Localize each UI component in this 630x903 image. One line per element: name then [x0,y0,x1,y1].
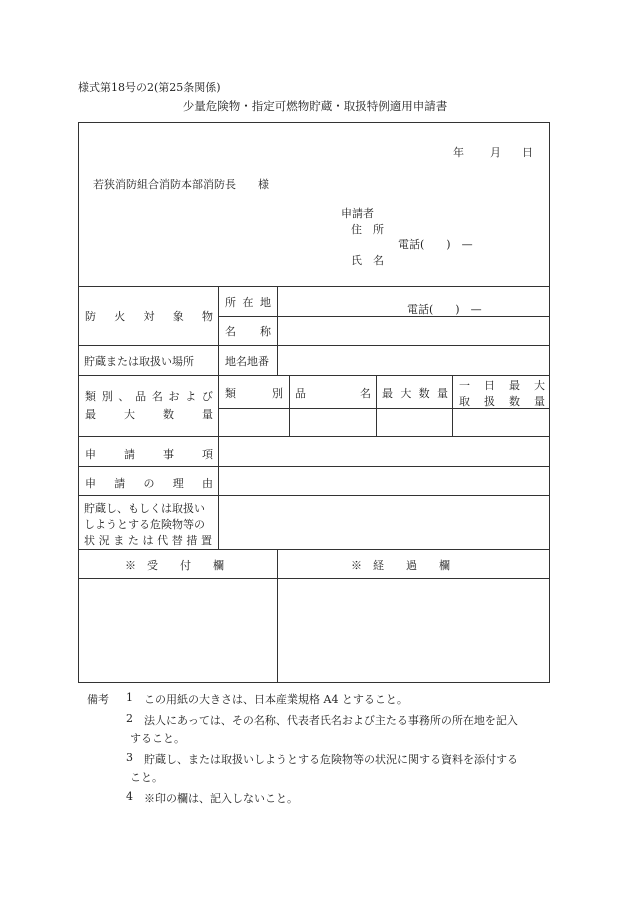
date-year: 年 [453,146,464,159]
category-label-line1: 類 別 、 品 名 お よ び [85,390,213,403]
divider-reason [79,495,549,496]
max-quantity-column-header: 最 大 数 量 [382,387,448,400]
status-label-line1: 貯蔵し、もしくは取扱い [84,502,205,515]
note-4-number: 4 [126,790,133,803]
product-column-header: 品 名 [295,387,371,400]
note-1-number: 1 [126,691,133,704]
daily-max-header-line1: 一 日 最 大 [459,379,545,392]
reception-column-label: ※ 受 付 欄 [125,559,224,572]
application-matters-label: 申 請 事 項 [85,448,213,461]
date-day: 日 [522,146,533,159]
note-3-text: 貯蔵し、または取扱いしようとする危険物等の状況に関する資料を添付する [144,753,518,766]
form-number: 様式第18号の2(第25条関係) [78,81,221,94]
status-label-line3: 状 況 ま た は 代 替 措 置 [84,534,212,547]
applicant-label: 申請者 [341,207,374,220]
divider-fire-target [79,345,549,346]
daily-max-header-line2: 取 扱 数 量 [459,395,545,408]
addressee: 若狭消防組合消防本部消防長 様 [93,178,269,191]
note-4-text: ※印の欄は、記入しないこと。 [144,792,298,805]
divider-status [79,549,549,550]
lot-number-label: 地名地番 [225,355,269,368]
category-column-header: 類 別 [225,387,283,400]
application-reason-label: 申 請 の 理 由 [85,477,213,490]
note-1-text: この用紙の大きさは、日本産業規格 A4 とすること。 [144,693,408,706]
location-phone-label: 電話( ) — [407,303,482,316]
note-3-number: 3 [126,751,133,764]
divider-matters [79,466,549,467]
facility-name-label: 名 称 [225,325,271,338]
col-divider-sublabel [277,286,278,375]
divider-category [79,436,549,437]
col-divider-category [289,375,290,436]
note-3-continuation: こと。 [130,771,163,784]
progress-column-label: ※ 経 過 欄 [351,559,450,572]
applicant-name-label: 氏 名 [351,254,384,267]
col-divider-main [218,286,219,549]
divider-reception-header [79,578,549,579]
location-label: 所 在 地 [225,296,271,309]
notes-label: 備考 [87,693,109,706]
category-label-line2: 最 大 数 量 [85,408,213,421]
col-divider-reception [277,549,278,683]
application-form-table [78,122,550,683]
date-month: 月 [490,146,501,159]
applicant-phone-label: 電話( ) — [398,238,473,251]
note-2-number: 2 [126,712,133,725]
col-divider-product [376,375,377,436]
status-label-line2: しようとする危険物等の [84,518,205,531]
fire-target-label: 防 火 対 象 物 [85,310,213,323]
note-2-continuation: すること。 [130,732,185,745]
document-title: 少量危険物・指定可燃物貯蔵・取扱特例適用申請書 [182,99,448,113]
storage-place-label: 貯蔵または取扱い場所 [84,355,194,368]
divider-location [218,316,549,317]
divider-storage-place [79,375,549,376]
applicant-address-label: 住 所 [351,223,384,236]
divider-header [79,286,549,287]
col-divider-max-qty [452,375,453,436]
note-2-text: 法人にあっては、その名称、代表者氏名および主たる事務所の所在地を記入 [144,714,518,727]
